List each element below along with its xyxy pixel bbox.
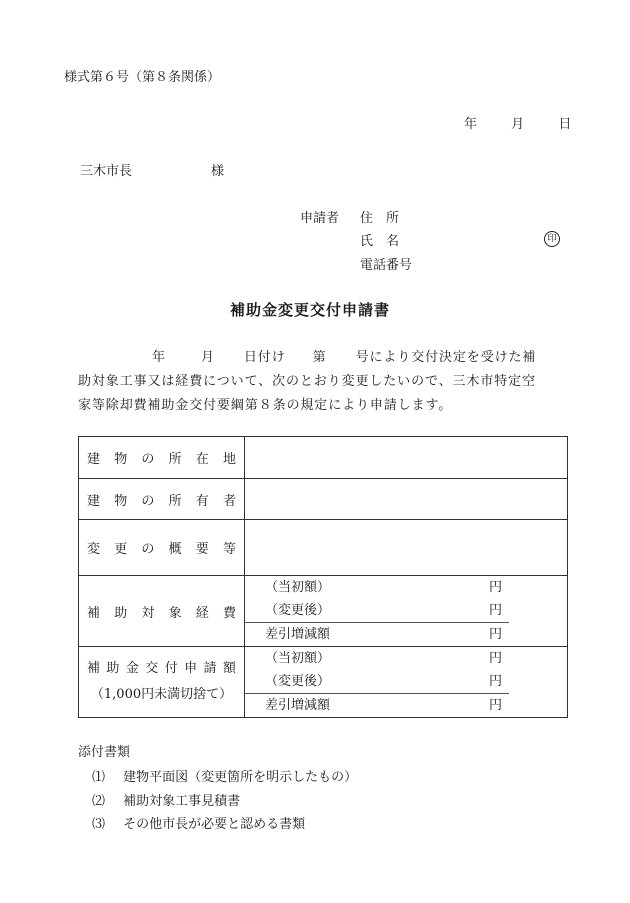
label-char: 補 — [87, 661, 101, 676]
body-line-3: 家等除却費補助金交付要綱第８条の規定により申請します。 — [78, 398, 453, 413]
applicant-address-label: 住 所 — [360, 211, 400, 226]
addressee: 三木市長 — [80, 164, 133, 179]
field-building-owner[interactable] — [245, 479, 568, 520]
cost-diff-yen: 円 — [489, 627, 503, 642]
cost-diff-label: 差引増減額 — [265, 627, 331, 642]
grant-initial-row — [245, 647, 567, 670]
attachment-item-2 — [92, 790, 240, 809]
application-table — [78, 436, 568, 718]
label-char: の — [141, 542, 155, 557]
cost-initial-label: （当初額） — [265, 580, 331, 595]
body-line-2: 助対象工事又は経費について、次のとおり変更したいので、三木市特定空 — [78, 374, 536, 389]
grant-diff-row — [245, 694, 567, 717]
form-number: 様式第６号（第８条関係） — [64, 70, 221, 85]
cost-initial-row — [245, 576, 567, 599]
label-char: 助 — [114, 605, 128, 621]
seal-mark-wrap — [544, 230, 560, 247]
label-char: 額 — [222, 661, 236, 676]
label-change-summary — [79, 520, 245, 576]
applicant-phone-label: 電話番号 — [360, 258, 413, 273]
attachment-num: ⑶ — [92, 817, 106, 832]
label-char: 対 — [141, 605, 155, 621]
grant-diff-yen: 円 — [489, 698, 503, 713]
table-row-owner — [79, 479, 568, 520]
label-char: の — [141, 452, 155, 467]
field-building-location[interactable] — [245, 437, 568, 479]
grant-changed-label: （変更後） — [265, 674, 331, 689]
label-char: 象 — [168, 605, 182, 621]
label-char: 等 — [222, 542, 236, 557]
table-row-grant — [79, 647, 568, 718]
attachment-num: ⑴ — [92, 770, 106, 785]
date-line — [464, 113, 571, 132]
seal-icon: 印 — [544, 231, 560, 247]
cost-diff-row — [245, 623, 567, 646]
label-char: 補 — [87, 605, 101, 621]
body-line-1 — [152, 346, 536, 365]
document-title: 補助金変更交付申請書 — [230, 301, 391, 319]
label-char: 請 — [203, 661, 217, 676]
label-char: 物 — [114, 452, 128, 467]
label-char: 更 — [114, 542, 128, 557]
grant-changed-row — [245, 670, 509, 694]
grant-changed-yen: 円 — [489, 674, 503, 689]
label-grant-amount — [79, 647, 245, 718]
grant-label-wrap — [79, 656, 244, 708]
label-char: 申 — [184, 661, 198, 676]
cost-amounts-cell — [245, 576, 568, 647]
date-year: 年 — [464, 117, 478, 132]
grant-initial-label: （当初額） — [265, 651, 331, 666]
table-row-summary — [79, 520, 568, 576]
date-day: 日 — [558, 117, 572, 132]
attachment-text: その他市長が必要と認める書類 — [123, 817, 306, 832]
table-row-cost — [79, 576, 568, 647]
grant-diff-label: 差引増減額 — [265, 698, 331, 713]
label-building-owner — [79, 479, 245, 520]
field-change-summary[interactable] — [245, 520, 568, 576]
label-char: 要 — [195, 542, 209, 557]
body-month: 月 — [200, 350, 215, 365]
body-dai: 第 — [312, 350, 327, 365]
body-year: 年 — [152, 350, 166, 365]
attachment-text: 建物平面図（変更箇所を明示したもの） — [123, 770, 358, 785]
attachment-item-3 — [92, 813, 305, 832]
attachments-heading: 添付書類 — [78, 745, 131, 760]
label-char: 変 — [87, 542, 101, 557]
attachment-item-1 — [92, 766, 357, 785]
label-subsidy-cost — [79, 576, 245, 647]
applicant-label: 申請者 — [300, 211, 340, 226]
grant-initial-yen: 円 — [489, 651, 503, 666]
cost-initial-yen: 円 — [489, 580, 503, 595]
label-char: 助 — [106, 661, 120, 676]
label-char: 建 — [87, 452, 101, 467]
label-char: 者 — [222, 493, 236, 509]
label-char: 費 — [222, 605, 236, 621]
label-char: 交 — [145, 661, 159, 676]
label-char: 概 — [168, 542, 182, 557]
cost-changed-row — [245, 599, 509, 623]
label-char: 金 — [125, 661, 139, 676]
cost-changed-yen: 円 — [489, 603, 503, 618]
label-char: 所 — [168, 493, 182, 509]
label-char: の — [141, 493, 155, 509]
date-month: 月 — [511, 117, 525, 132]
label-char: 有 — [195, 493, 209, 509]
cost-changed-label: （変更後） — [265, 603, 331, 618]
label-char: 経 — [195, 605, 209, 621]
body-line-1-rest: 号により交付決定を受けた補 — [355, 350, 537, 365]
label-char: 所 — [168, 452, 182, 467]
label-building-location — [79, 437, 245, 479]
grant-label-line1 — [79, 656, 244, 682]
applicant-name-label: 氏 名 — [360, 234, 400, 249]
table-row-location — [79, 437, 568, 479]
honorific: 様 — [211, 164, 225, 179]
body-dated: 日付け — [243, 350, 286, 365]
grant-label-note: （1,000円未満切捨て） — [90, 687, 233, 702]
label-char: 地 — [222, 452, 236, 467]
label-char: 物 — [114, 493, 128, 509]
attachment-text: 補助対象工事見積書 — [123, 794, 241, 809]
grant-amounts-cell — [245, 647, 568, 718]
label-char: 付 — [164, 661, 178, 676]
label-char: 在 — [195, 452, 209, 467]
label-char: 建 — [87, 493, 101, 509]
attachment-num: ⑵ — [92, 794, 106, 809]
